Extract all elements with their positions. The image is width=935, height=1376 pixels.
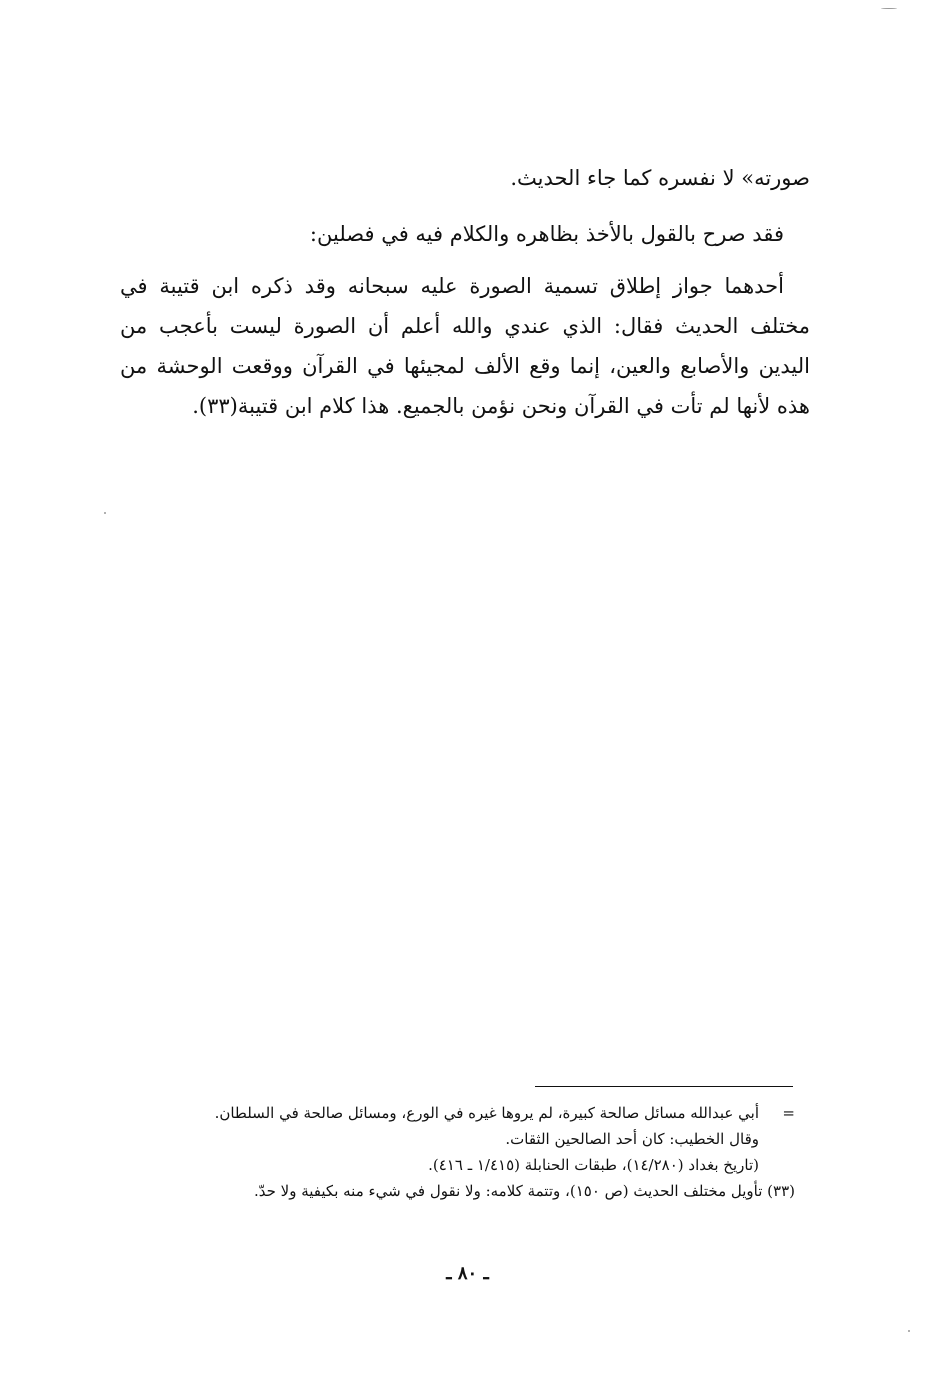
text-line: مختلف الحديث فقال: الذي عندي والله أعلم أن الصورة ليست بأعجب من bbox=[120, 314, 810, 338]
scan-speck bbox=[104, 512, 106, 514]
paragraph-3 bbox=[120, 266, 810, 426]
paragraph-2 bbox=[120, 214, 810, 254]
footnote-line: وقال الخطيب: كان أحد الصالحين الثقات. bbox=[505, 1130, 759, 1148]
text-line: هذه لأنها لم تأت في القرآن ونحن نؤمن بالجميع. هذا كلام ابن قتيبة(٣٣). bbox=[192, 394, 810, 418]
text-line: صورته» لا نفسره كما جاء الحديث. bbox=[510, 166, 810, 190]
text-line: فقد صرح بالقول بالأخذ بظاهره والكلام فيه في فصلين: bbox=[309, 222, 784, 246]
text-line: أحدهما جواز إطلاق تسمية الصورة عليه سبحانه وقد ذكره ابن قتيبة في bbox=[120, 274, 784, 298]
footnote-text: أبي عبدالله مسائل صالحة كبيرة، لم يروها غيره في الورع، ومسائل صالحة في السلطان. bbox=[214, 1104, 759, 1122]
continuation-marker: = bbox=[782, 1104, 795, 1122]
text-line: اليدين والأصابع والعين، إنما وقع الألف لمجيئها في القرآن ووقعت الوحشة من bbox=[120, 354, 810, 378]
footnote-divider bbox=[535, 1086, 793, 1087]
scan-mark bbox=[881, 8, 897, 9]
footnote-line: (تاريخ بغداد (١٤/٢٨٠)، طبقات الحنابلة (١/٤١٥ ـ ٤١٦). bbox=[428, 1156, 759, 1174]
paragraph-1 bbox=[120, 158, 810, 198]
footnote-33: (٣٣) تأويل مختلف الحديث (ص ١٥٠)، وتتمة كلامه: ولا نقول في شيء منه بكيفية ولا حدّ. bbox=[253, 1182, 795, 1200]
footnote-line bbox=[155, 1100, 795, 1126]
scan-speck bbox=[908, 1330, 910, 1332]
footnotes bbox=[155, 1100, 795, 1204]
page-number: ـ ٨٠ ـ bbox=[446, 1263, 489, 1284]
